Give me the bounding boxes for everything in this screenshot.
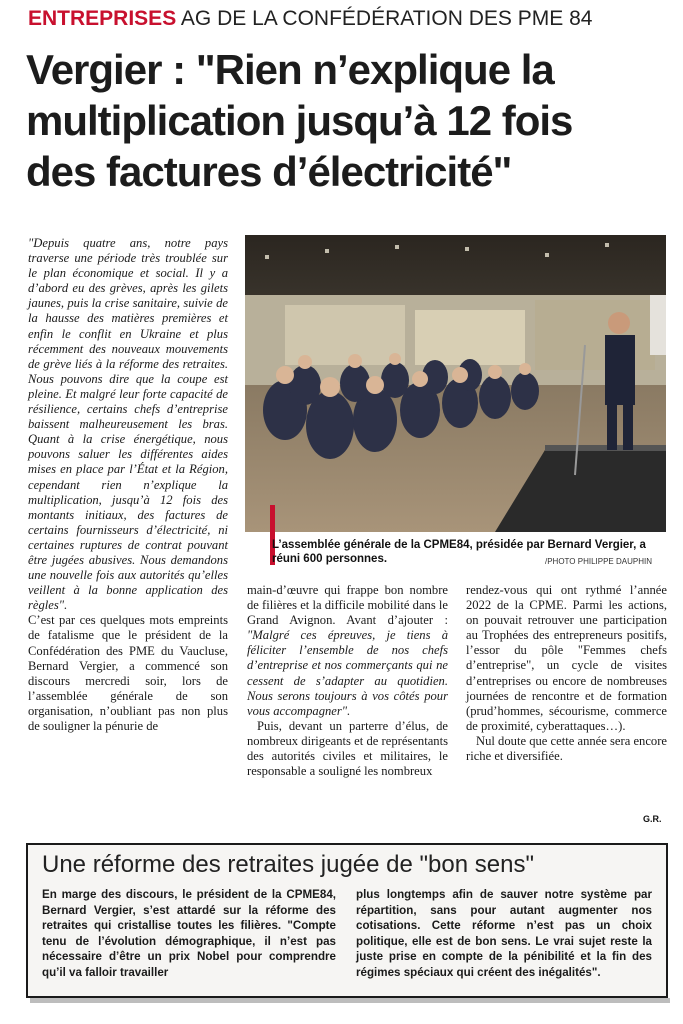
article-column-1 [28,236,228,734]
column-2-quote: "Malgré ces épreuves, je tiens à féliciter l’ensemble de nos chefs d’entreprise et nos commerçants qui ne cessent de s’adapter au quotidien. Nous serons toujours à vos côtés pour vous accompagner". [247,628,448,718]
article-column-2 [247,583,448,779]
sidebar-box-column-2: plus longtemps afin de sauver notre système par répartition, sans pour autant augmenter nos cotisations. Cette réforme n’est pas un choix politique, elle est de bon sens. Le vrai sujet reste la juste prise en compte de la pénibilité et la fin des régimes spéciaux qui créent des inégalités". [356,888,652,979]
assembly-photo [245,235,666,532]
kicker-subtitle: AG DE LA CONFÉDÉRATION DES PME 84 [180,7,593,30]
photo-caption: L’assemblée générale de la CPME84, présidée par Bernard Vergier, a réuni 600 personnes. [272,539,646,565]
headline-line-1: Vergier : "Rien n’explique la [26,46,554,93]
kicker [28,6,592,32]
photo-credit: /PHOTO PHILIPPE DAUPHIN [545,557,652,566]
article-column-3 [466,583,667,764]
headline [26,44,676,197]
author-signature: G.R. [643,814,662,824]
sidebar-box-title: Une réforme des retraites jugée de "bon sens" [42,851,534,878]
intro-paragraph: C’est par ces quelques mots empreints de fatalisme que le président de la Confédération des PME du Vaucluse, Bernard Vergier, a commencé son discours mercredi soir, lors de l’assemblée générale de son organisation, n’oubliant pas non plus de souligner la pénurie de [28,613,228,733]
column-2-text: main-d’œuvre qui frappe bon nombre de filières et la difficile mobilité dans le Grand Avignon. Avant d’ajouter : [247,583,448,628]
sidebar-box-shadow [30,998,670,1003]
column-2-paragraph-2: Puis, devant un parterre d’élus, de nombreux dirigeants et de représentants des autorités civiles et militaires, le responsable a souligné les nombreux [247,718,448,779]
assembly-photo-illustration [245,235,666,532]
column-3-paragraph-1: rendez-vous qui ont rythmé l’année 2022 de la CPME. Parmi les actions, on pouvait retrouver une participation au Trophées des entrepreneurs positifs, l’essor du pôle "Femmes chefs d’entreprise", un cycle de visites d’entreprises ou encore de nombreuses journées de rencontre et de formation (prud’hommes, sécourisme, commerce de proximité, cyberattaques…). [466,583,667,733]
column-3-paragraph-2: Nul doute que cette année sera encore riche et diversifiée. [466,733,667,764]
column-2-paragraph-1 [247,583,448,719]
headline-line-2: multiplication jusqu’à 12 fois [26,97,573,144]
headline-line-3: des factures d’électricité" [26,148,512,195]
rubric-label: ENTREPRISES [28,7,177,30]
quote-paragraph: "Depuis quatre ans, notre pays traverse une période très troublée sur le plan économique et social. Il y a d’abord eu des grèves, après les gilets jaunes, puis la crise sanitaire, suivie de la hausse des matières premières et enfin le conflit en Ukraine et plus récemment des nouveaux mouvements de grève liés à la réforme des retraites. Nous pouvons dire que la coupe est pleine. Et malgré leur forte capacité de résilience, certains chefs d’entreprise baissent malheureusement les bras. Quant à la crise énergétique, nous pouvons saluer les différentes aides mises en place par l’État et la Région, cependant rien n’explique la multiplication, jusqu’à 12 fois des montants initiaux, des factures de certains fournisseurs d’électricité, ni certaines ruptures de contrat pouvant être jugées abusives. Nous demandons une nouvelle fois aux autorités qu’elles veillent à la bonne application des règles". [28,236,228,613]
sidebar-box-column-1: En marge des discours, le président de la CPME84, Bernard Vergier, s’est attardé sur la réforme des retraites qui cristallise toutes les filières. "Compte tenu de l’évolution démographique, il n’est pas nécessaire d’être un prix Nobel pour comprendre qu’il va falloir travailler [42,888,336,979]
